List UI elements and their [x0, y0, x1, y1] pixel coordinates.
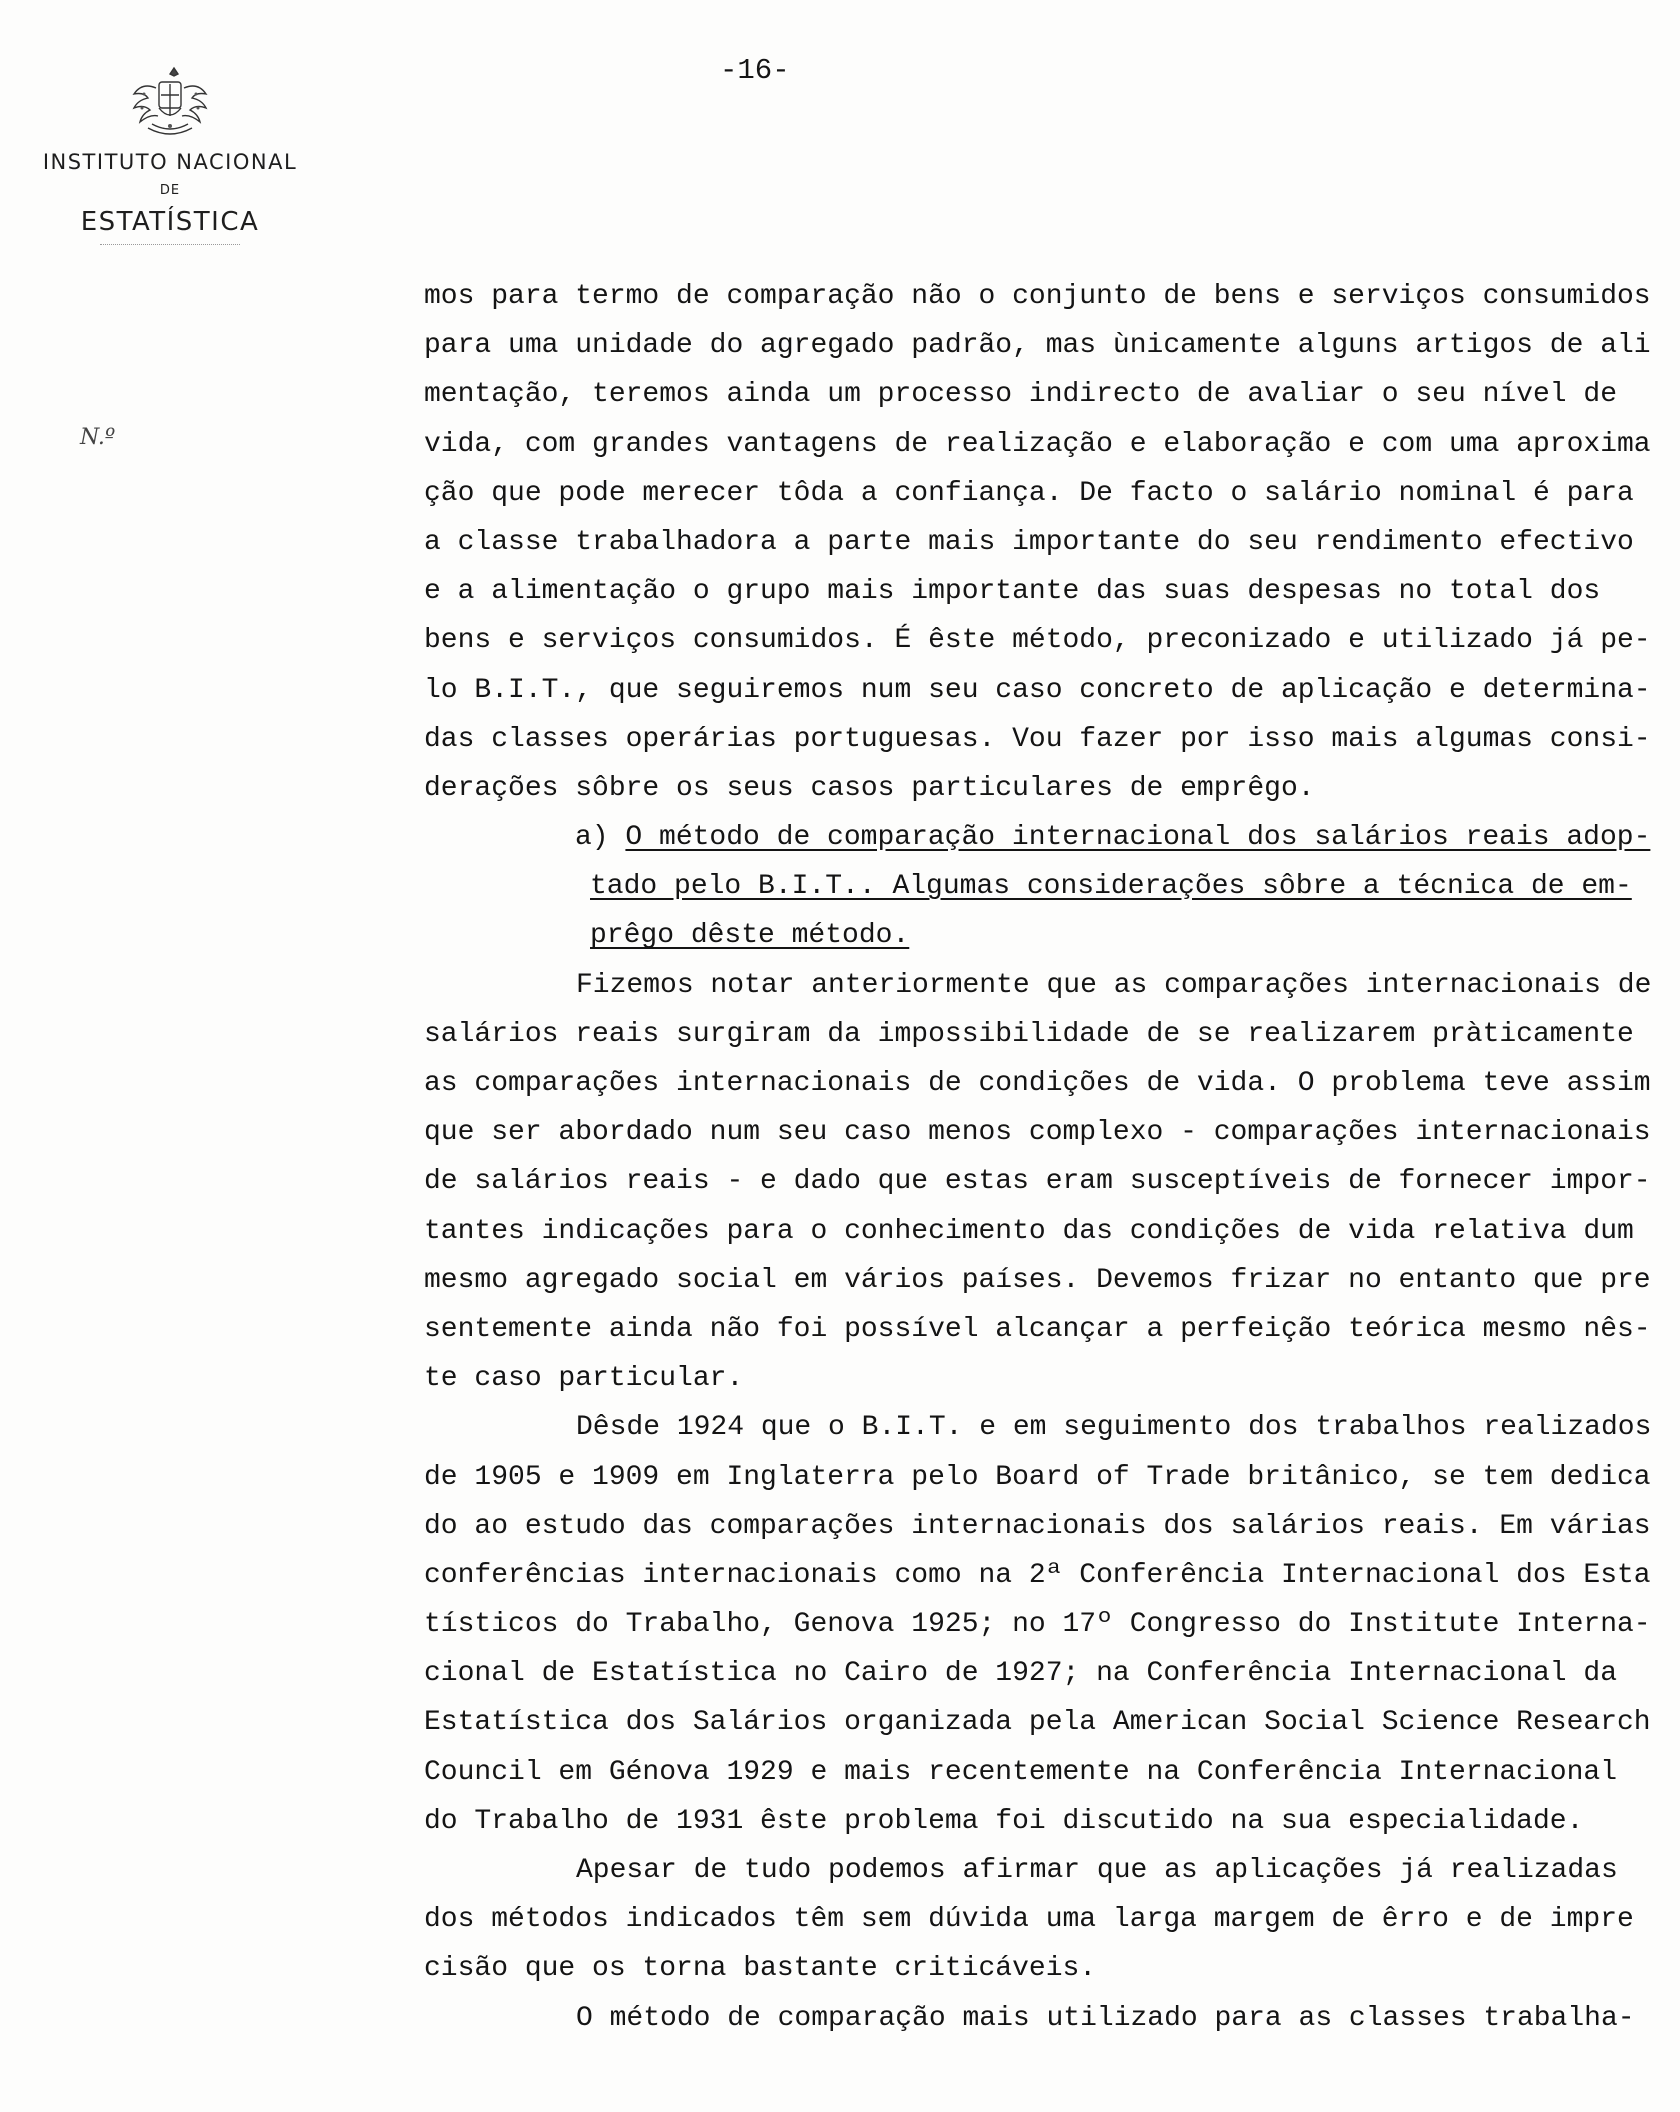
- text-line: cional de Estatística no Cairo de 1927; na Conferência Internacional da: [424, 1658, 1617, 1690]
- text-line: do Trabalho de 1931 êste problema foi discutido na sua especialidade.: [424, 1805, 1584, 1837]
- section-heading-marker: a): [575, 822, 609, 854]
- text-line: tantes indicações para o conhecimento das condições de vida relativa dum: [424, 1215, 1634, 1247]
- text-line: e a alimentação o grupo mais importante das suas despesas no total dos: [424, 576, 1601, 608]
- letterhead: [20, 64, 320, 245]
- text-line: mentação, teremos ainda um processo indirecto de avaliar o seu nível de: [424, 379, 1617, 411]
- text-line: Estatística dos Salários organizada pela American Social Science Research: [424, 1707, 1651, 1739]
- text-line: Council em Génova 1929 e mais recentemente na Conferência Internacional: [424, 1756, 1617, 1788]
- text-line: as comparações internacionais de condições de vida. O problema teve assim: [424, 1068, 1651, 1099]
- body-text: [424, 272, 1652, 2043]
- institute-name-de: DE: [159, 183, 181, 198]
- text-line: sentemente ainda não foi possível alcançar a perfeição teórica mesmo nês-: [424, 1313, 1651, 1345]
- section-heading-text: tado pelo B.I.T.. Algumas considerações sôbre a técnica de em-: [590, 871, 1632, 903]
- text-line: a classe trabalhadora a parte mais importante do seu rendimento efectivo: [424, 526, 1634, 558]
- text-line: dos métodos indicados têm sem dúvida uma larga margem de êrro e de impre: [424, 1904, 1634, 1936]
- page-number: -16-: [720, 54, 790, 87]
- text-line: O método de comparação mais utilizado para as classes trabalha-: [576, 2002, 1635, 2034]
- institute-name: INSTITUTO NACIONAL: [42, 150, 298, 174]
- text-line: Dêsde 1924 que o B.I.T. e em seguimento dos trabalhos realizados: [576, 1412, 1652, 1444]
- section-heading-line: [424, 813, 1651, 862]
- text-line: de 1905 e 1909 em Inglaterra pelo Board of Trade britânico, se tem dedica: [424, 1461, 1651, 1493]
- text-line: Apesar de tudo podemos afirmar que as aplicações já realizadas: [576, 1855, 1618, 1886]
- text-line: bens e serviços consumidos. É êste método, preconizado e utilizado já pe-: [424, 625, 1651, 657]
- text-line: lo B.I.T., que seguiremos num seu caso concreto de aplicação e determina-: [424, 674, 1651, 706]
- text-line: que ser abordado num seu caso menos complexo - comparações internacionais: [424, 1117, 1651, 1149]
- text-line: das classes operárias portuguesas. Vou fazer por isso mais algumas consi-: [424, 723, 1651, 755]
- text-line: conferências internacionais como na 2ª Conferência Internacional dos Esta: [424, 1559, 1651, 1591]
- text-line: cisão que os torna bastante criticáveis.: [424, 1953, 1097, 1985]
- institute-name-estatistica: ESTATÍSTICA: [80, 207, 260, 237]
- letterhead-rule: [100, 244, 240, 245]
- text-line: para uma unidade do agregado padrão, mas ùnicamente alguns artigos de ali: [424, 330, 1651, 362]
- text-line: ção que pode merecer tôda a confiança. De facto o salário nominal é para: [424, 477, 1634, 509]
- section-heading-line: [424, 911, 1644, 960]
- text-line: de salários reais - e dado que estas eram susceptíveis de fornecer impor-: [424, 1166, 1651, 1198]
- text-line: te caso particular.: [424, 1363, 744, 1395]
- text-line: mos para termo de comparação não o conjunto de bens e serviços consumidos: [424, 281, 1651, 312]
- section-heading-text: O método de comparação internacional dos salários reais adop-: [625, 822, 1651, 854]
- section-heading-line: [424, 862, 1644, 911]
- text-line: vida, com grandes vantagens de realização e elaboração e com uma aproxima: [424, 428, 1651, 460]
- text-line: salários reais surgiram da impossibilidade de se realizarem pràticamente: [424, 1018, 1634, 1050]
- text-line: do ao estudo das comparações internacionais dos salários reais. Em várias: [424, 1510, 1651, 1542]
- section-heading-text: prêgo dêste método.: [590, 920, 910, 952]
- numero-label: N.º: [80, 425, 116, 450]
- coat-of-arms-seal-icon: [122, 64, 218, 140]
- text-line: Fizemos notar anteriormente que as comparações internacionais de: [576, 969, 1652, 1001]
- text-line: tísticos do Trabalho, Genova 1925; no 17º Congresso do Institute Interna-: [424, 1609, 1651, 1641]
- text-line: derações sôbre os seus casos particulares de emprêgo.: [424, 772, 1315, 804]
- text-line: mesmo agregado social em vários países. Devemos frizar no entanto que pre: [424, 1264, 1651, 1296]
